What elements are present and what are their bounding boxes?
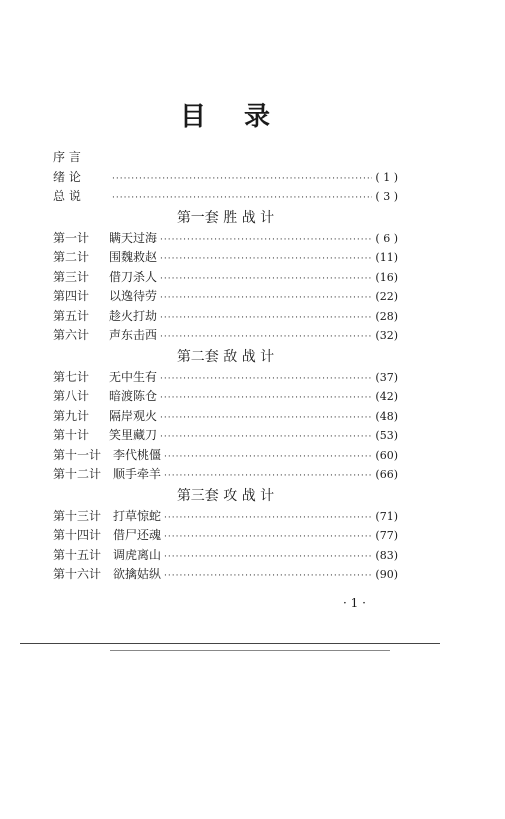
toc-entry-number: 第十二计 — [53, 467, 102, 481]
leader-dots — [160, 235, 372, 245]
toc-entry[interactable] — [53, 368, 398, 388]
page-title — [180, 96, 271, 133]
toc-entry-page: (66) — [375, 468, 398, 481]
toc-entry-number: 第九计 — [53, 408, 90, 423]
toc-entry-title: 欲擒姑纵 — [113, 567, 162, 581]
toc-entry-page: (60) — [375, 448, 398, 462]
title-char-2: 录 — [244, 102, 271, 132]
bottom-rule-short — [110, 650, 390, 651]
toc-entry-page: (71) — [375, 509, 398, 523]
leader-dots — [160, 432, 372, 442]
toc-entry-title: 顺手牵羊 — [113, 467, 162, 481]
leader-dots — [164, 532, 372, 542]
toc-entry-number: 第三计 — [53, 269, 90, 284]
toc-entry-number: 第十四计 — [53, 528, 102, 542]
leader-dots — [164, 513, 372, 523]
toc-entry[interactable] — [53, 287, 398, 307]
toc-entry[interactable] — [53, 387, 398, 407]
toc-front-entry[interactable] — [53, 187, 398, 207]
toc-entry[interactable] — [53, 526, 398, 546]
toc-entry[interactable] — [53, 326, 398, 346]
toc-entry-page: (42) — [375, 390, 398, 403]
toc-entry-title: 李代桃僵 — [113, 447, 162, 462]
toc-entry-page: (77) — [375, 529, 398, 542]
toc-entry[interactable] — [53, 268, 398, 288]
leader-dots — [164, 452, 372, 462]
toc-front-entry[interactable] — [53, 168, 398, 188]
toc-entry-title: 借尸还魂 — [113, 528, 162, 542]
toc-entry-number: 第十三计 — [53, 508, 102, 523]
leader-dots — [160, 313, 372, 323]
toc-entry[interactable] — [53, 446, 398, 466]
toc-entry-page: ( 1 ) — [375, 170, 398, 184]
toc-entry-title: 笑里藏刀 — [109, 428, 158, 442]
bottom-rule — [20, 643, 440, 644]
toc-entry-number: 第十六计 — [53, 567, 102, 581]
leader-dots — [160, 293, 372, 303]
toc-entry-number: 第一计 — [53, 230, 90, 245]
toc-entry[interactable] — [53, 465, 398, 485]
leader-dots — [160, 393, 372, 403]
toc-entry-page: (37) — [375, 370, 398, 384]
toc-entry[interactable] — [53, 546, 398, 566]
toc-front-entry[interactable] — [53, 148, 398, 168]
leader-dots — [160, 274, 372, 284]
toc-entry-number: 第二计 — [53, 250, 90, 264]
toc-entry-page: (11) — [375, 251, 398, 264]
leader-dots — [164, 571, 372, 581]
toc-entry-title: 声东击西 — [109, 328, 158, 342]
toc-entry-page: ( 6 ) — [375, 231, 398, 245]
toc-entry[interactable] — [53, 426, 398, 446]
toc-entry-title: 围魏救赵 — [109, 250, 158, 264]
toc-entry-label: 序 言 — [53, 150, 81, 164]
toc-entry-page: (32) — [375, 329, 398, 342]
toc-entry-number: 第十五计 — [53, 547, 102, 562]
toc-entry-page: (90) — [375, 568, 398, 581]
toc-entry-number: 第六计 — [53, 328, 90, 342]
toc-entry-page: (22) — [375, 290, 398, 303]
toc-entry-page: (48) — [375, 409, 398, 423]
leader-dots — [160, 332, 372, 342]
toc-entry-title: 调虎离山 — [113, 547, 162, 562]
leader-dots — [160, 254, 372, 264]
section-heading: 第一套 胜 战 计 — [176, 209, 275, 226]
leader-dots — [112, 174, 372, 184]
section-heading: 第二套 敌 战 计 — [176, 348, 275, 365]
leader-dots — [160, 374, 372, 384]
leader-dots — [164, 471, 372, 481]
table-of-contents — [53, 148, 398, 585]
toc-entry[interactable] — [53, 565, 398, 585]
leader-dots — [112, 193, 372, 203]
toc-entry-label: 总 说 — [53, 189, 81, 203]
toc-entry-page: (53) — [375, 429, 398, 442]
toc-entry-title: 借刀杀人 — [109, 269, 158, 284]
toc-entry-title: 打草惊蛇 — [113, 508, 162, 523]
toc-entry[interactable] — [53, 407, 398, 427]
section-heading: 第三套 攻 战 计 — [176, 487, 275, 504]
toc-entry-title: 无中生有 — [109, 369, 158, 384]
toc-entry-number: 第七计 — [53, 369, 90, 384]
toc-entry-title: 以逸待劳 — [109, 289, 158, 303]
title-char-1: 目 — [180, 102, 207, 132]
toc-entry-page: (28) — [375, 309, 398, 323]
toc-entry[interactable] — [53, 229, 398, 249]
leader-dots — [160, 413, 372, 423]
toc-entry-number: 第十一计 — [53, 447, 102, 462]
toc-entry[interactable] — [53, 307, 398, 327]
toc-entry-page: (16) — [375, 270, 398, 284]
toc-entry-title: 趁火打劫 — [109, 308, 158, 323]
toc-entry-title: 瞒天过海 — [109, 230, 158, 245]
toc-entry-title: 隔岸观火 — [109, 408, 158, 423]
toc-entry-title: 暗渡陈仓 — [109, 389, 158, 403]
toc-entry[interactable] — [53, 248, 398, 268]
toc-entry[interactable] — [53, 507, 398, 527]
toc-entry-label: 绪 论 — [53, 169, 81, 184]
toc-entry-number: 第十计 — [53, 428, 90, 442]
toc-entry-page: ( 3 ) — [375, 190, 398, 203]
page-number: · 1 · — [343, 596, 366, 610]
leader-dots — [164, 552, 372, 562]
toc-entry-page: (83) — [375, 548, 398, 562]
toc-entry-number: 第八计 — [53, 389, 90, 403]
toc-entry-number: 第四计 — [53, 289, 90, 303]
toc-entry-number: 第五计 — [53, 308, 90, 323]
